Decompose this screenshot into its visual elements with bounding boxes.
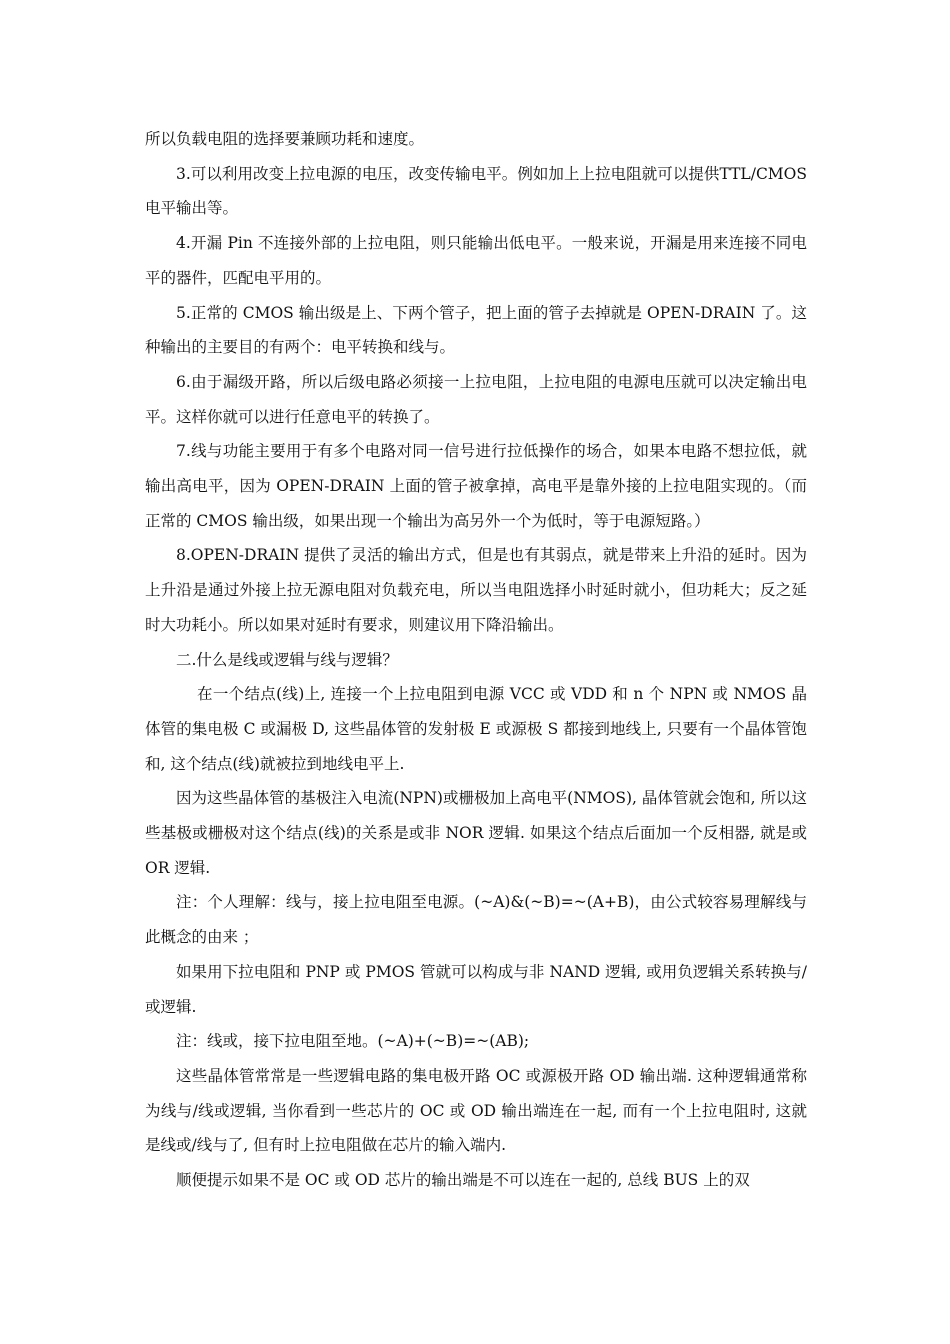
note-wired-and: 注：个人理解：线与，接上拉电阻至电源。(~A)&(~B)=~(A+B)，由公式较容易理解线与此概念的由来 ； — [145, 893, 807, 947]
paragraph-node-pullup: 在一个结点(线)上, 连接一个上拉电阻到电源 VCC 或 VDD 和 n 个 NPN 或 NMOS 晶体管的集电极 C 或漏极 D, 这些晶体管的发射极 E 或源极 S 都接到地线上, 只要有一个晶体管饱和, 这个结点(线)就被拉到地线电平上. — [145, 685, 807, 773]
paragraph-oc-od-outputs: 这些晶体管常常是一些逻辑电路的集电极开路 OC 或源极开路 OD 输出端. 这种逻辑通常称为线与/线或逻辑, 当你看到一些芯片的 OC 或 OD 输出端连在一起, 而有一个上拉电阻时, 这就是线或/线与了, 但有时上拉电阻做在芯片的输入端内. — [145, 1066, 807, 1155]
paragraph-point-6: 6.由于漏级开路，所以后级电路必须接一上拉电阻，上拉电阻的电源电压就可以决定输出电平。这样你就可以进行任意电平的转换了。 — [145, 372, 807, 426]
paragraph-nand-logic: 如果用下拉电阻和 PNP 或 PMOS 管就可以构成与非 NAND 逻辑, 或用负逻辑关系转换与/或逻辑. — [145, 962, 807, 1016]
document-body — [145, 122, 807, 1198]
paragraph-load-resistor: 所以负载电阻的选择要兼顾功耗和速度。 — [145, 130, 425, 148]
section-heading-wired-logic: 二.什么是线或逻辑与线与逻辑？ — [176, 650, 398, 669]
paragraph-point-5: 5.正常的 CMOS 输出级是上、下两个管子，把上面的管子去掉就是 OPEN-DRAIN 了。这种输出的主要目的有两个：电平转换和线与。 — [145, 303, 807, 357]
paragraph-nor-logic: 因为这些晶体管的基极注入电流(NPN)或栅极加上高电平(NMOS), 晶体管就会饱和, 所以这些基极或栅极对这个结点(线)的关系是或非 NOR 逻辑. 如果这个结点后面加一个反相器, 就是或 OR 逻辑. — [145, 789, 807, 877]
note-wired-or: 注：线或，接下拉电阻至地。(~A)+(~B)=~(AB); — [176, 1032, 530, 1051]
paragraph-point-8: 8.OPEN-DRAIN 提供了灵活的输出方式，但是也有其弱点，就是带来上升沿的延时。因为上升沿是通过外接上拉无源电阻对负载充电，所以当电阻选择小时延时就小，但功耗大；反之延时大功耗小。所以如果对延时有要求，则建议用下降沿输出。 — [145, 546, 807, 634]
paragraph-point-3: 3.可以利用改变上拉电源的电压，改变传输电平。例如加上上拉电阻就可以提供TTL/CMOS 电平输出等。 — [145, 164, 807, 218]
paragraph-point-4: 4.开漏 Pin 不连接外部的上拉电阻，则只能输出低电平。一般来说，开漏是用来连接不同电平的器件，匹配电平用的。 — [145, 234, 807, 287]
paragraph-bus-note: 顺便提示如果不是 OC 或 OD 芯片的输出端是不可以连在一起的, 总线 BUS 上的双 — [176, 1171, 750, 1190]
paragraph-point-7: 7.线与功能主要用于有多个电路对同一信号进行拉低操作的场合，如果本电路不想拉低，就输出高电平，因为 OPEN-DRAIN 上面的管子被拿掉，高电平是靠外接的上拉电阻实现的。（而正常的 CMOS 输出级，如果出现一个输出为高另外一个为低时，等于电源短路。） — [145, 442, 807, 530]
